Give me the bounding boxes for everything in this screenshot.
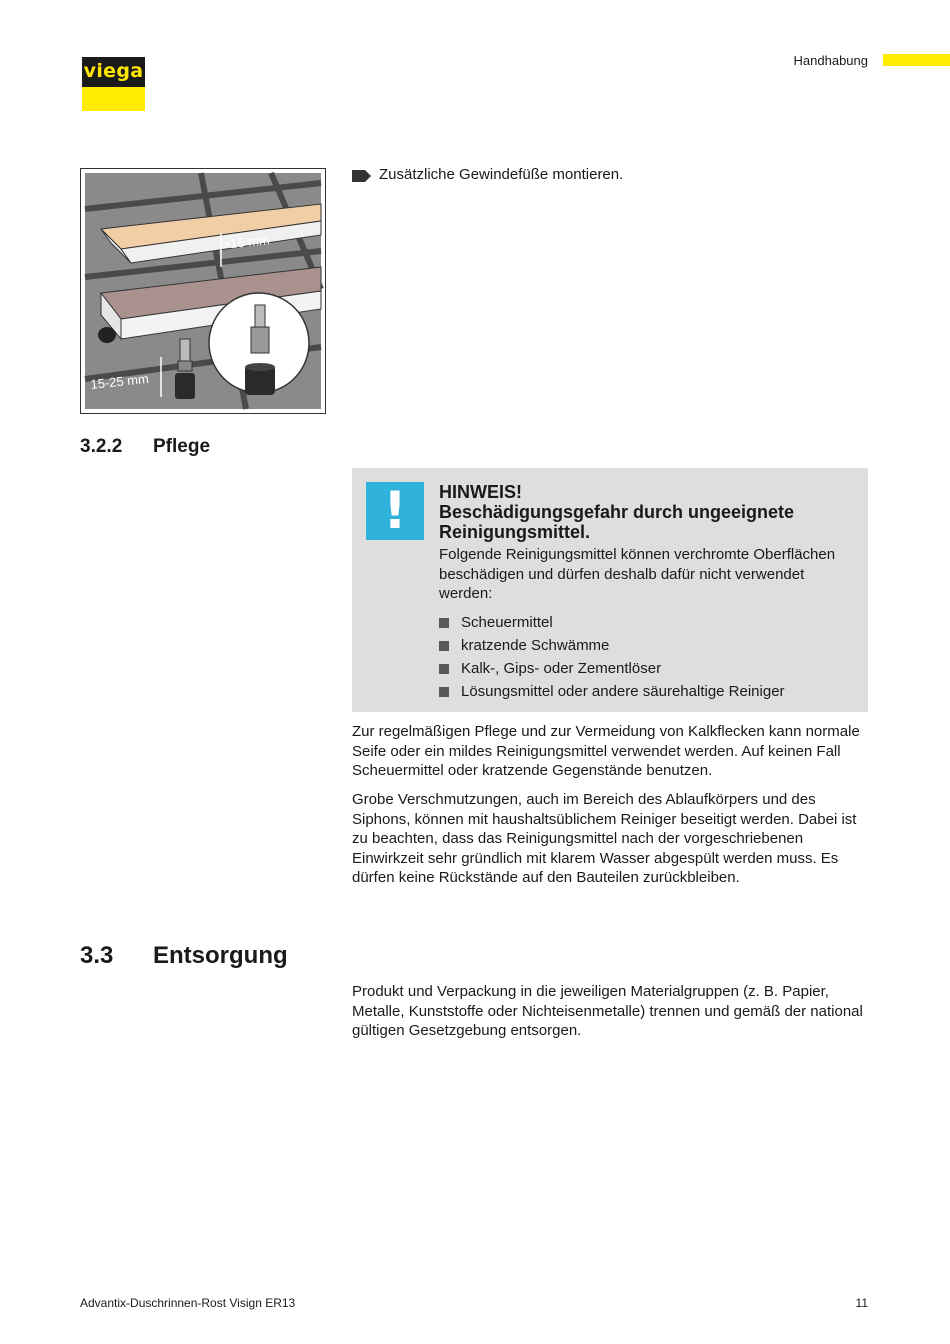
care-paragraph-2: Grobe Verschmutzungen, auch im Bereich des Ablaufkörpers und des Siphons, können mit haushaltsüblichem Reiniger beseitigt werden. Dabei ist zu beachten, dass das Reinigungsmittel nach der vorgeschriebenen Einwirkzeit sehr gründlich mit klarem Wasser abgespült werden muss. Es dürfen keine Rückstände auf den Bauteilen zurückbleiben. (352, 791, 857, 886)
notice-subtitle-line1: Beschädigungsgefahr durch ungeeignete (439, 502, 795, 522)
viega-logo: viega (83, 60, 144, 82)
exclamation-icon: ! (366, 482, 424, 540)
chapter-number: 3.3 (80, 942, 114, 969)
list-item: Kalk-, Gips- oder Zementlöser (439, 659, 785, 682)
logo-yellow-bar (82, 87, 145, 111)
page-number: 11 (855, 1296, 868, 1310)
header-accent-bar (883, 54, 950, 66)
section-number: 3.2.2 (80, 436, 123, 457)
care-paragraph-1: Zur regelmäßigen Pflege und zur Vermeidung von Kalkflecken kann normale Seife oder ein mildes Reinigungsmittel verwendet werden. Auf keinen Fall Scheuermittel oder kratzende Gegenstände benutzen. (352, 723, 860, 779)
footer-document-title: Advantix-Duschrinnen-Rost Visign ER13 (80, 1296, 296, 1310)
step-instruction: Zusätzliche Gewindefüße montieren. (379, 166, 624, 183)
section-title: Pflege (153, 436, 211, 457)
dimension-label-top: >15 mm (221, 232, 271, 252)
installation-illustration (80, 168, 326, 414)
drain-feet-drawing (81, 169, 325, 413)
list-item: Scheuermittel (439, 613, 785, 636)
step-arrow-icon (352, 170, 372, 182)
notice-heading (439, 482, 859, 542)
section-label: Handhabung (793, 53, 868, 68)
notice-title: HINWEIS! (439, 482, 522, 502)
chapter-title: Entsorgung (153, 942, 288, 969)
notice-list (439, 613, 785, 705)
notice-text: Folgende Reinigungsmittel können verchromte Oberflächen beschädigen und dürfen deshalb dafür nicht verwendet werden: (439, 546, 836, 602)
list-item: kratzende Schwämme (439, 636, 785, 659)
disposal-paragraph: Produkt und Verpackung in die jeweiligen Materialgruppen (z. B. Papier, Metalle, Kunststoffe oder Nichteisenmetalle) trennen und gemäß der national gültigen Gesetzgebung entsorgen. (352, 983, 863, 1039)
notice-subtitle-line2: Reinigungsmittel. (439, 522, 591, 542)
dimension-label-bottom: 15-25 mm (89, 370, 150, 392)
list-item: Lösungsmittel oder andere säurehaltige Reiniger (439, 682, 785, 705)
